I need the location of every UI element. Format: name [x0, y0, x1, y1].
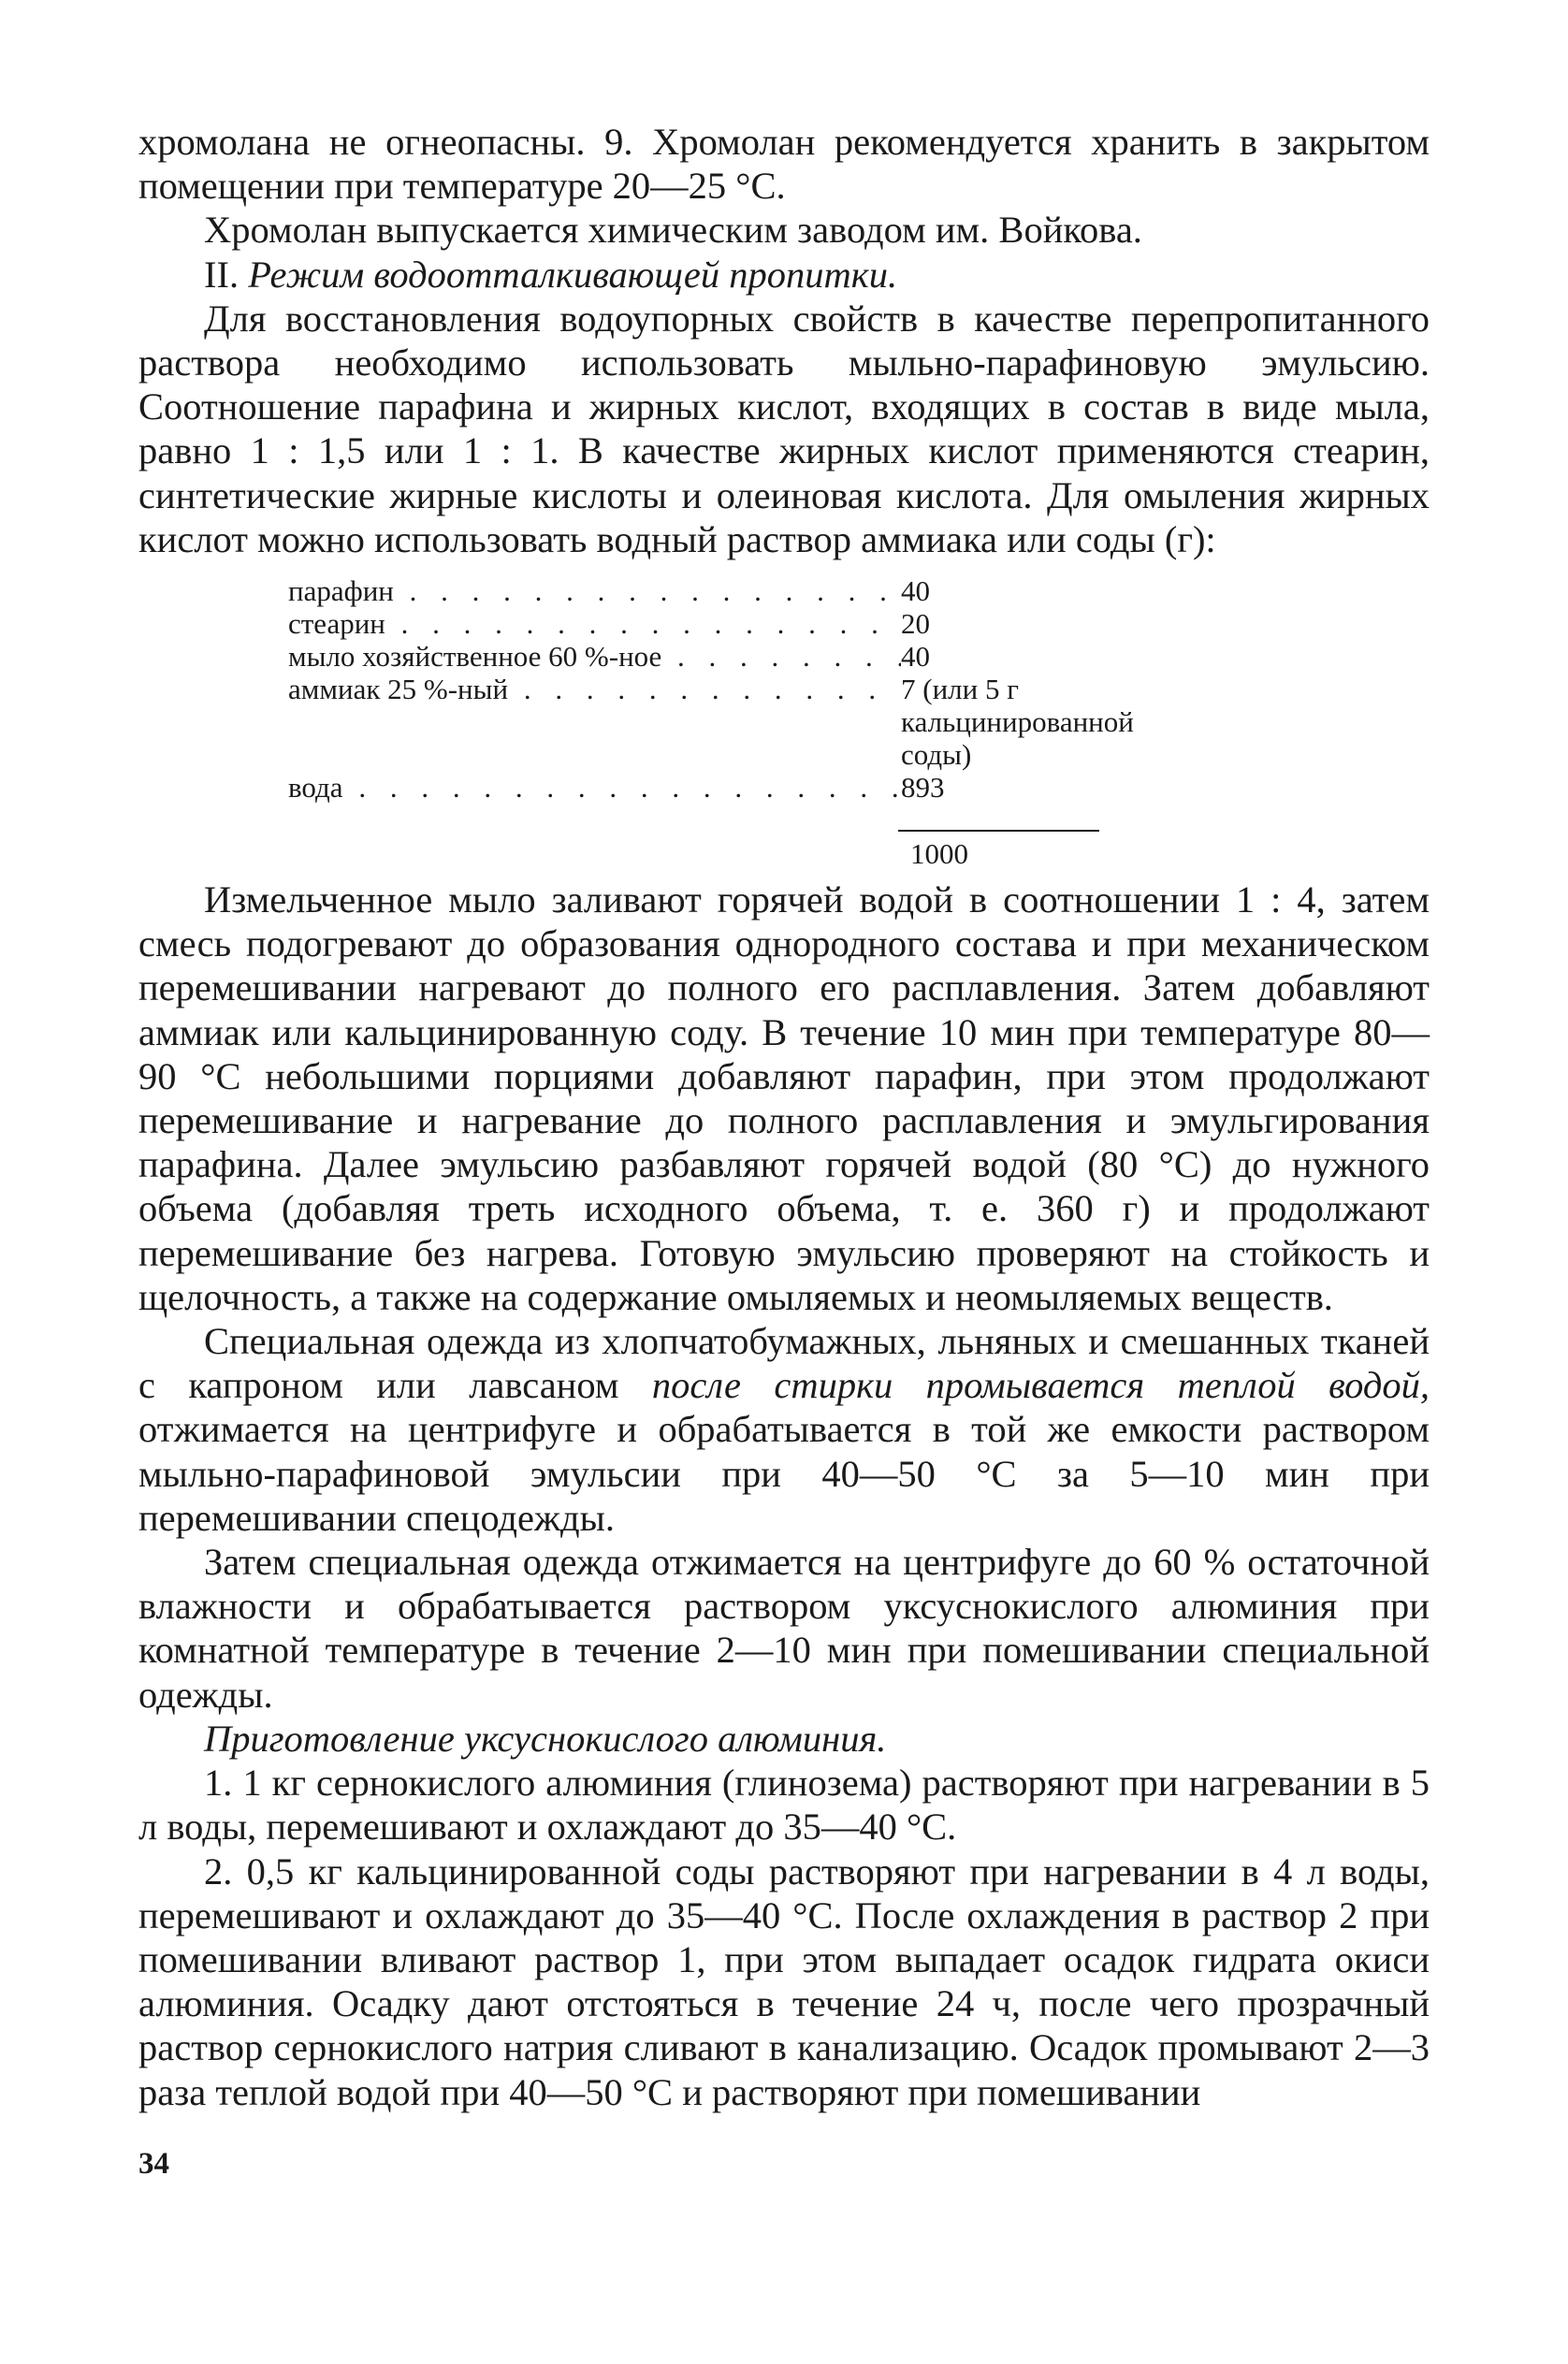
recipe-row: [288, 574, 1205, 607]
subsection-heading: Приготовление уксуснокислого алюминия.: [204, 1717, 887, 1760]
page-number: 34: [138, 2147, 169, 2181]
sum-rule: [898, 830, 1099, 832]
recipe-row: [288, 673, 1205, 771]
paragraph: Для восстановления водоупорных свойств в качестве перепропитанного раствора необходимо использовать мыльно-парафиновую эмульсию. Соотношение парафина и жирных кислот, входящих в состав в виде мыла, равно 1 : 1,5 или 1 : 1. В качестве жирных кислот применяются стеарин, синтетические жирные кислоты и олеиновая кислота. Для омыления жирных кислот можно использовать водный раствор аммиака или соды (г):: [138, 297, 1430, 560]
paragraph-text: отжимается на центрифуге и обрабатывается в той же емкости раствором мыльно-парафиновой эмульсии при 40—50 °С за 5—10 мин при перемешивании спецодежды.: [138, 1408, 1430, 1539]
ingredient-amount: 40: [901, 640, 930, 674]
page-body: [138, 120, 1430, 2114]
paragraph: Измельченное мыло заливают горячей водой в соотношении 1 : 4, затем смесь подогревают до образования однородного состава и при механическом перемешивании нагревают до полного его расплавления. Затем добавляют аммиак или кальцинированную соду. В течение 10 мин при температуре 80—90 °С небольшими порциями добавляют парафин, при этом продолжают перемешивание и нагревание до полного расплавления и эмульгирования парафина. Далее эмульсию разбавляют горячей водой (80 °С) до нужного объема (добавляя треть исходного объема, т. е. 360 г) и продолжают перемешивание без нагрева. Готовую эмульсию проверяют на стойкость и щелочность, а также на содержание омыляемых и неомыляемых веществ.: [138, 878, 1430, 1318]
paragraph: Хромолан выпускается химическим заводом им. Войкова.: [204, 209, 1142, 252]
section-title: Режим водоотталкивающей пропитки.: [248, 253, 898, 296]
paragraph: хромолана не огнеопасны. 9. Хромолан рекомендуется хранить в закрытом помещении при температуре 20—25 °С.: [138, 121, 1430, 208]
ingredient-name: стеарин . . .: [288, 607, 901, 640]
ingredient-name: вода . . .: [288, 771, 901, 804]
recipe-total: 1000: [910, 837, 968, 871]
ingredient-amount: 7 (или 5 г кальцинированной соды): [901, 673, 1134, 772]
section-number: II.: [204, 253, 240, 296]
recipe-row: [288, 771, 1205, 804]
paragraph: Затем специальная одежда отжимается на центрифуге до 60 % остаточной влажности и обрабатывается раствором уксуснокислого алюминия при комнатной температуре в течение 2—10 мин при помешивании специальной одежды.: [138, 1541, 1430, 1716]
paragraph: 1. 1 кг сернокислого алюминия (глинозема) растворяют при нагревании в 5 л воды, перемешивают и охлаждают до 35—40 °С.: [138, 1762, 1430, 1849]
recipe-row: [288, 640, 1205, 673]
paragraph-text: Специальная одежда из хлопчатобумажных, льняных и смешанных тканей с капроном или лавсаном: [138, 1320, 1430, 1407]
ingredient-amount: 20: [901, 607, 930, 641]
ingredient-amount: 893: [901, 771, 945, 805]
ingredient-name: аммиак 25 %-ный . . .: [288, 673, 901, 705]
recipe-row: [288, 607, 1205, 640]
emphasis-text: после стирки промывается теплой водой,: [651, 1364, 1430, 1407]
ingredient-amount: 40: [901, 574, 930, 608]
paragraph: 2. 0,5 кг кальцинированной соды растворяют при нагревании в 4 л воды, перемешивают и охлаждают до 35—40 °С. После охлаждения в раствор 2 при помешивании вливают раствор 1, при этом выпадает осадок гидрата окиси алюминия. Осадку дают отстояться в течение 24 ч, после чего прозрачный раствор сернокислого натрия сливают в канализацию. Осадок промывают 2—3 раза теплой водой при 40—50 °С и растворяют при помешивании: [138, 1849, 1430, 2113]
ingredient-name: мыло хозяйственное 60 %-ное . . .: [288, 640, 901, 673]
paragraph: [138, 1319, 1430, 1540]
ingredient-name: парафин . . .: [288, 574, 901, 607]
section-heading: [138, 253, 1430, 297]
recipe-table: [288, 574, 1205, 870]
